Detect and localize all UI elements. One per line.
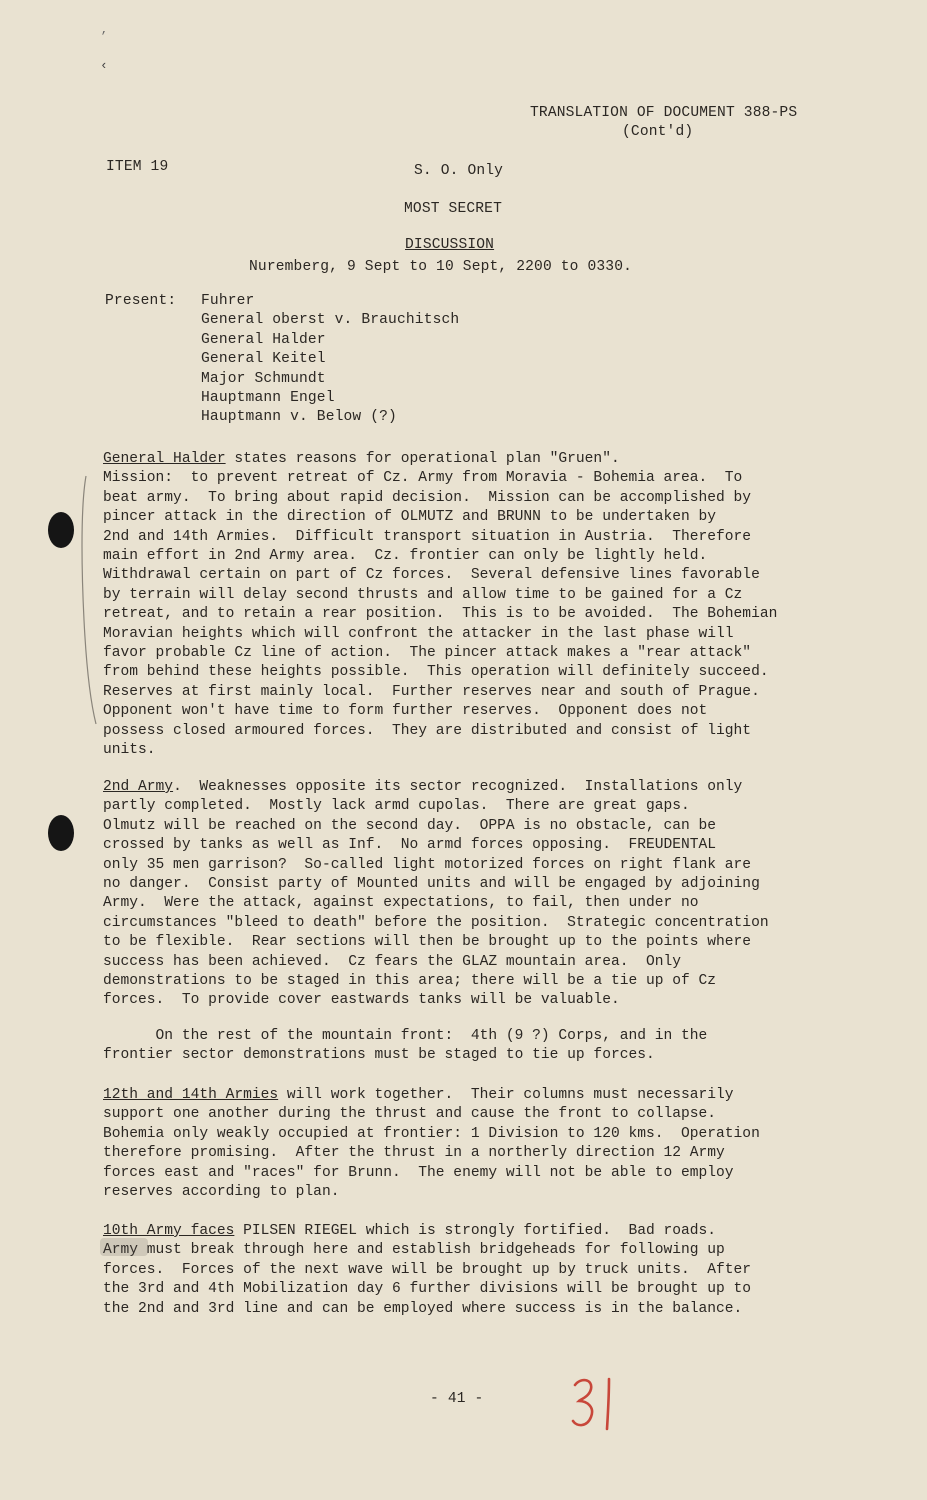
margin-bracket-line bbox=[72, 470, 102, 730]
margin-tick-mark: ’ bbox=[100, 30, 108, 44]
paragraph-2nd-army bbox=[103, 778, 843, 1011]
paragraph-lead: 2nd Army bbox=[103, 779, 174, 795]
paragraph-line: forces east and "races" for Brunn. The enemy will not be able to employ bbox=[103, 1164, 734, 1181]
page-number: - 41 - bbox=[430, 1391, 484, 1407]
paragraph-line: partly completed. Mostly lack armd cupolas. There are great gaps. bbox=[103, 798, 690, 815]
paragraph-line: forces. Forces of the next wave will be brought up by truck units. After bbox=[103, 1261, 752, 1278]
paragraph-line: Army must break through here and establish bridgeheads for following up bbox=[103, 1242, 725, 1259]
paragraph-line: 2nd Army. Weaknesses opposite its sector recognized. Installations only bbox=[103, 779, 743, 795]
paragraph-lead: 10th Army faces bbox=[103, 1223, 235, 1239]
paragraph-line: success has been achieved. Cz fears the GLAZ mountain area. Only bbox=[103, 953, 682, 970]
present-name: Major Schmundt bbox=[201, 370, 326, 387]
paragraph-line: therefore promising. After the thrust in a northerly direction 12 Army bbox=[103, 1145, 725, 1162]
document-title: TRANSLATION OF DOCUMENT 388-PS bbox=[530, 105, 798, 121]
paragraph-line: 2nd and 14th Armies. Difficult transport situation in Austria. Therefore bbox=[103, 528, 752, 545]
paragraph-line: 12th and 14th Armies will work together. Their columns must necessarily bbox=[103, 1087, 734, 1103]
paragraph-line: units. bbox=[103, 742, 156, 759]
punch-hole bbox=[48, 815, 74, 851]
paragraph-lead: 12th and 14th Armies bbox=[103, 1087, 279, 1103]
paragraph-line: Army. Were the attack, against expectations, to fail, then under no bbox=[103, 895, 699, 912]
paragraph-halder bbox=[103, 450, 843, 761]
paragraph-line: crossed by tanks as well as Inf. No armd forces opposing. FREUDENTAL bbox=[103, 837, 717, 854]
paragraph-line: Withdrawal certain on part of Cz forces. Several defensive lines favorable bbox=[103, 567, 760, 584]
present-list bbox=[201, 292, 459, 428]
paragraph-10th-army bbox=[103, 1222, 843, 1319]
secrecy-label: MOST SECRET bbox=[404, 201, 502, 217]
present-name: General Keitel bbox=[201, 351, 326, 368]
paragraph-line: circumstances "bleed to death" before the position. Strategic concentration bbox=[103, 914, 769, 931]
paragraph-line: forces. To provide cover eastwards tanks will be valuable. bbox=[103, 992, 620, 1009]
handwritten-page-number bbox=[565, 1373, 625, 1433]
paragraph-line: Moravian heights which will confront the attacker in the last phase will bbox=[103, 625, 734, 642]
paragraph-line: no danger. Consist party of Mounted units and will be engaged by adjoining bbox=[103, 876, 760, 893]
present-name: Hauptmann v. Below (?) bbox=[201, 409, 397, 426]
classification: S. O. Only bbox=[414, 163, 504, 179]
present-name: General oberst v. Brauchitsch bbox=[201, 312, 460, 329]
paragraph-lead: General Halder bbox=[103, 451, 226, 467]
paragraph-line: demonstrations to be staged in this area; there will be a tie up of Cz bbox=[103, 973, 717, 990]
document-title-contd: (Cont'd) bbox=[622, 124, 694, 140]
paragraph-line: reserves according to plan. bbox=[103, 1184, 340, 1201]
paragraph-line: the 2nd and 3rd line and can be employed where success is in the balance. bbox=[103, 1300, 743, 1317]
paragraph-mountain-front bbox=[103, 1027, 843, 1066]
present-name: Fuhrer bbox=[201, 293, 255, 309]
paragraph-line: frontier sector demonstrations must be staged to tie up forces. bbox=[103, 1047, 655, 1064]
paragraph-line: possess closed armoured forces. They are distributed and consist of light bbox=[103, 722, 752, 739]
paragraph-line: retreat, and to retain a rear position. This is to be avoided. The Bohemian bbox=[103, 606, 778, 623]
paragraph-line: only 35 men garrison? So-called light motorized forces on right flank are bbox=[103, 856, 752, 873]
punch-hole bbox=[48, 512, 74, 548]
present-label: Present: bbox=[105, 293, 177, 309]
paragraph-line: On the rest of the mountain front: 4th (9 ?) Corps, and in the bbox=[103, 1028, 708, 1044]
paragraph-12th-14th-armies bbox=[103, 1086, 843, 1202]
margin-dash-mark: ‹ bbox=[100, 58, 108, 73]
paragraph-line: by terrain will delay second thrusts and allow time to be gained for a Cz bbox=[103, 586, 743, 603]
paragraph-line: 10th Army faces PILSEN RIEGEL which is strongly fortified. Bad roads. bbox=[103, 1223, 717, 1239]
paragraph-line: from behind these heights possible. This operation will definitely succeed. bbox=[103, 664, 769, 681]
present-name: General Halder bbox=[201, 331, 326, 348]
paragraph-line: Mission: to prevent retreat of Cz. Army from Moravia - Bohemia area. To bbox=[103, 470, 743, 487]
discussion-title: DISCUSSION bbox=[405, 237, 495, 253]
paragraph-line: support one another during the thrust and cause the front to collapse. bbox=[103, 1106, 717, 1123]
paragraph-line: beat army. To bring about rapid decision. Mission can be accomplished by bbox=[103, 489, 752, 506]
discussion-subtitle: Nuremberg, 9 Sept to 10 Sept, 2200 to 0330. bbox=[249, 259, 633, 275]
ink-smudge bbox=[100, 1238, 148, 1256]
paragraph-line: Reserves at first mainly local. Further reserves near and south of Prague. bbox=[103, 683, 760, 700]
paragraph-line: Olmutz will be reached on the second day. OPPA is no obstacle, can be bbox=[103, 817, 717, 834]
paragraph-line: Bohemia only weakly occupied at frontier: 1 Division to 120 kms. Operation bbox=[103, 1125, 760, 1142]
paragraph-line: pincer attack in the direction of OLMUTZ and BRUNN to be undertaken by bbox=[103, 509, 717, 526]
paragraph-line: the 3rd and 4th Mobilization day 6 further divisions will be brought up to bbox=[103, 1281, 752, 1298]
paragraph-line: to be flexible. Rear sections will then be brought up to the points where bbox=[103, 934, 752, 951]
present-name: Hauptmann Engel bbox=[201, 390, 335, 407]
paragraph-line: General Halder states reasons for operational plan "Gruen". bbox=[103, 451, 620, 467]
paragraph-line: main effort in 2nd Army area. Cz. frontier can only be lightly held. bbox=[103, 548, 708, 565]
item-number: ITEM 19 bbox=[106, 159, 169, 175]
paragraph-line: Opponent won't have time to form further reserves. Opponent does not bbox=[103, 703, 708, 720]
paragraph-line: favor probable Cz line of action. The pincer attack makes a "rear attack" bbox=[103, 645, 752, 662]
